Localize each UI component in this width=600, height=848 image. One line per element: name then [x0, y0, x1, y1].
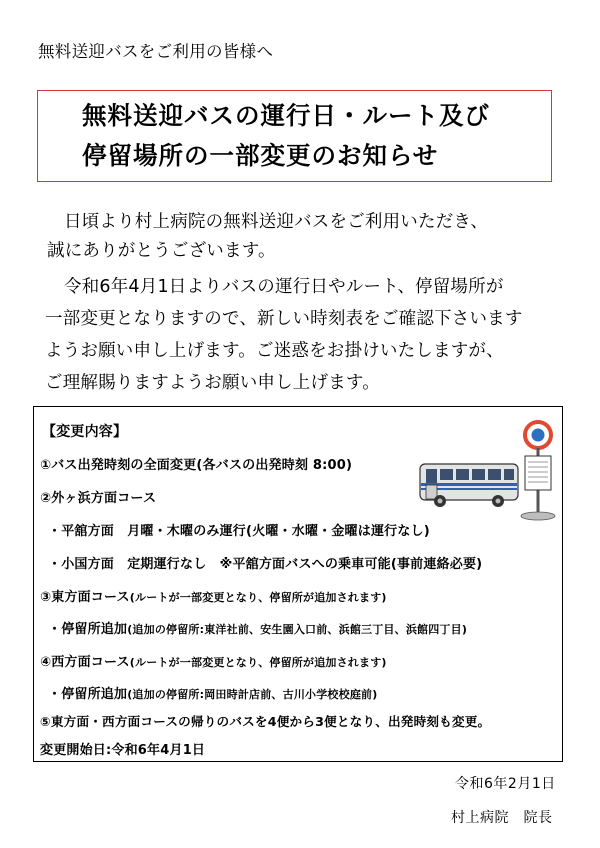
change-item-5: ⑤東方面・西方面コースの帰りのバスを4便から3便となり、出発時刻も変更。	[40, 714, 491, 729]
change-item-4a-label: ・停留所追加	[48, 687, 128, 702]
title-box	[37, 90, 552, 182]
change-item-1: ①バス出発時刻の全面変更(各バスの出発時刻 8:00)	[40, 458, 353, 473]
change-start-date: 変更開始日:令和6年4月1日	[40, 743, 206, 758]
issue-date: 令和6年2月1日	[455, 776, 556, 792]
change-item-3	[40, 586, 387, 605]
change-item-3-label: ③東方面コース	[40, 590, 130, 605]
body-line-3: 令和6年4月1日よりバスの運行日やルート、停留場所が	[64, 277, 504, 297]
change-item-4-label: ④西方面コース	[40, 655, 130, 670]
signature: 村上病院 院長	[451, 810, 553, 826]
addressee: 無料送迎バスをご利用の皆様へ	[38, 42, 274, 61]
change-item-3a-note: (追加の停留所:東洋社前、安生園入口前、浜館三丁目、浜館四丁目)	[127, 623, 468, 636]
body-line-1: 日頃より村上病院の無料送迎バスをご利用いただき、	[64, 212, 489, 232]
change-item-3a	[48, 618, 467, 637]
changes-heading: 【変更内容】	[42, 424, 128, 440]
body-line-4: 一部変更となりますので、新しい時刻表をご確認下さいます	[45, 309, 523, 329]
title-line-2: 停留場所の一部変更のお知らせ	[82, 141, 439, 170]
body-line-2: 誠にありがとうございます。	[47, 241, 276, 261]
change-item-4	[40, 651, 387, 670]
change-item-2a: ・平舘方面 月曜・木曜のみ運行(火曜・水曜・金曜は運行なし)	[48, 524, 430, 539]
bus-stop-icon	[516, 420, 560, 522]
change-item-2b: ・小国方面 定期運行なし ※平舘方面バスへの乗車可能(事前連絡必要)	[48, 557, 483, 572]
change-item-4-note: (ルートが一部変更となり、停留所が追加されます)	[129, 656, 387, 669]
title-line-1: 無料送迎バスの運行日・ルート及び	[82, 101, 490, 130]
change-item-2: ②外ヶ浜方面コース	[40, 491, 157, 506]
body-line-5: ようお願い申し上げます。ご迷惑をお掛けいたしますが、	[45, 341, 504, 361]
change-item-3a-label: ・停留所追加	[48, 622, 128, 637]
bus-icon	[418, 461, 520, 509]
change-item-3-note: (ルートが一部変更となり、停留所が追加されます)	[129, 591, 387, 604]
changes-box	[33, 406, 563, 762]
change-item-4a-note: (追加の停留所:岡田時計店前、古川小学校校庭前)	[127, 688, 378, 701]
body-line-6: ご理解賜りますようお願い申し上げます。	[45, 373, 380, 393]
change-item-4a	[48, 683, 377, 702]
